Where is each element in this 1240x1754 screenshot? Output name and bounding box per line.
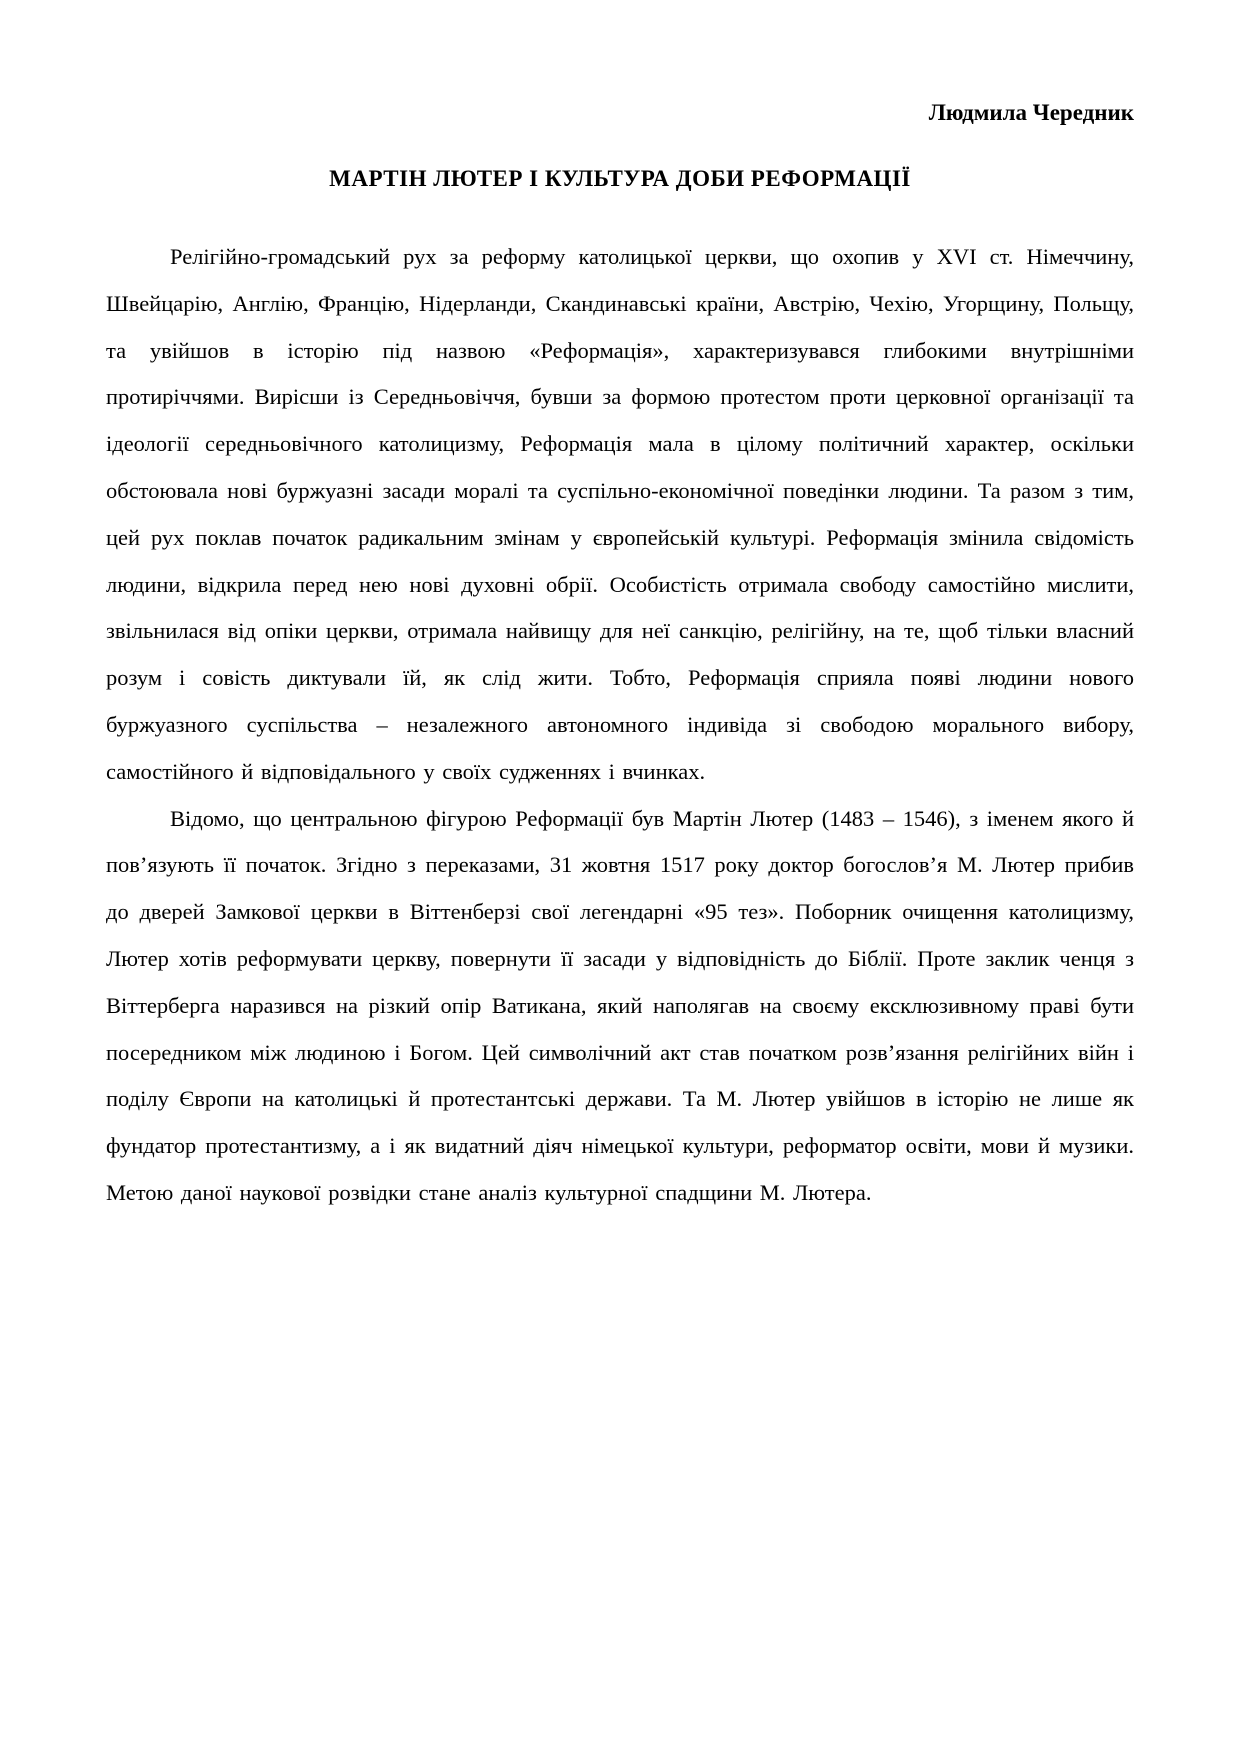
paragraph: Релігійно-громадський рух за реформу католицької церкви, що охопив у XVI ст. Німеччину, Швейцарію, Англію, Францію, Нідерланди, Скандинавські країни, Австрію, Чехію, Угорщину, Польщу, та увійшов в історію під назвою «Реформація», характеризувався глибокими внутрішніми протиріччями. Вирісши із Середньовіччя, бувши за формою протестом проти церковної організації та ідеології середньовічного католицизму, Реформація мала в цілому політичний характер, оскільки обстоювала нові буржуазні засади моралі та суспільно-економічної поведінки людини. Та разом з тим, цей рух поклав початок радикальним змінам у європейській культурі. Реформація змінила свідомість людини, відкрила перед нею нові духовні обрії. Особистість отримала свободу самостійно мислити, звільнилася від опіки церкви, отримала найвищу для неї санкцію, релігійну, на те, щоб тільки власний розум і совість диктували їй, як слід жити. Тобто, Реформація сприяла появі людини нового буржуазного суспільства – незалежного автономного індивіда зі свободою морального вибору, самостійного й відповідального у своїх судженнях і вчинках. <box>106 244 1134 784</box>
document-title: МАРТІН ЛЮТЕР І КУЛЬТУРА ДОБИ РЕФОРМАЦІЇ <box>329 166 911 191</box>
author-name: Людмила Чередник <box>928 100 1134 125</box>
paragraph: Відомо, що центральною фігурою Реформації був Мартін Лютер (1483 – 1546), з іменем якого й пов’язують її початок. Згідно з переказами, 31 жовтня 1517 року доктор богослов’я М. Лютер прибив до дверей Замкової церкви в Віттенберзі свої легендарні «95 тез». Поборник очищення католицизму, Лютер хотів реформувати церкву, повернути її засади у відповідність до Біблії. Проте заклик ченця з Віттерберга наразився на різкий опір Ватикана, який наполягав на своєму ексклюзивному праві бути посередником між людиною і Богом. Цей символічний акт став початком розв’язання релігійних війн і поділу Європи на католицькі й протестантські держави. Та М. Лютер увійшов в історію не лише як фундатор протестантизму, а і як видатний діяч німецької культури, реформатор освіти, мови й музики. Метою даної наукової розвідки стане аналіз культурної спадщини М. Лютера. <box>106 805 1134 1205</box>
document-body <box>106 234 1134 1217</box>
